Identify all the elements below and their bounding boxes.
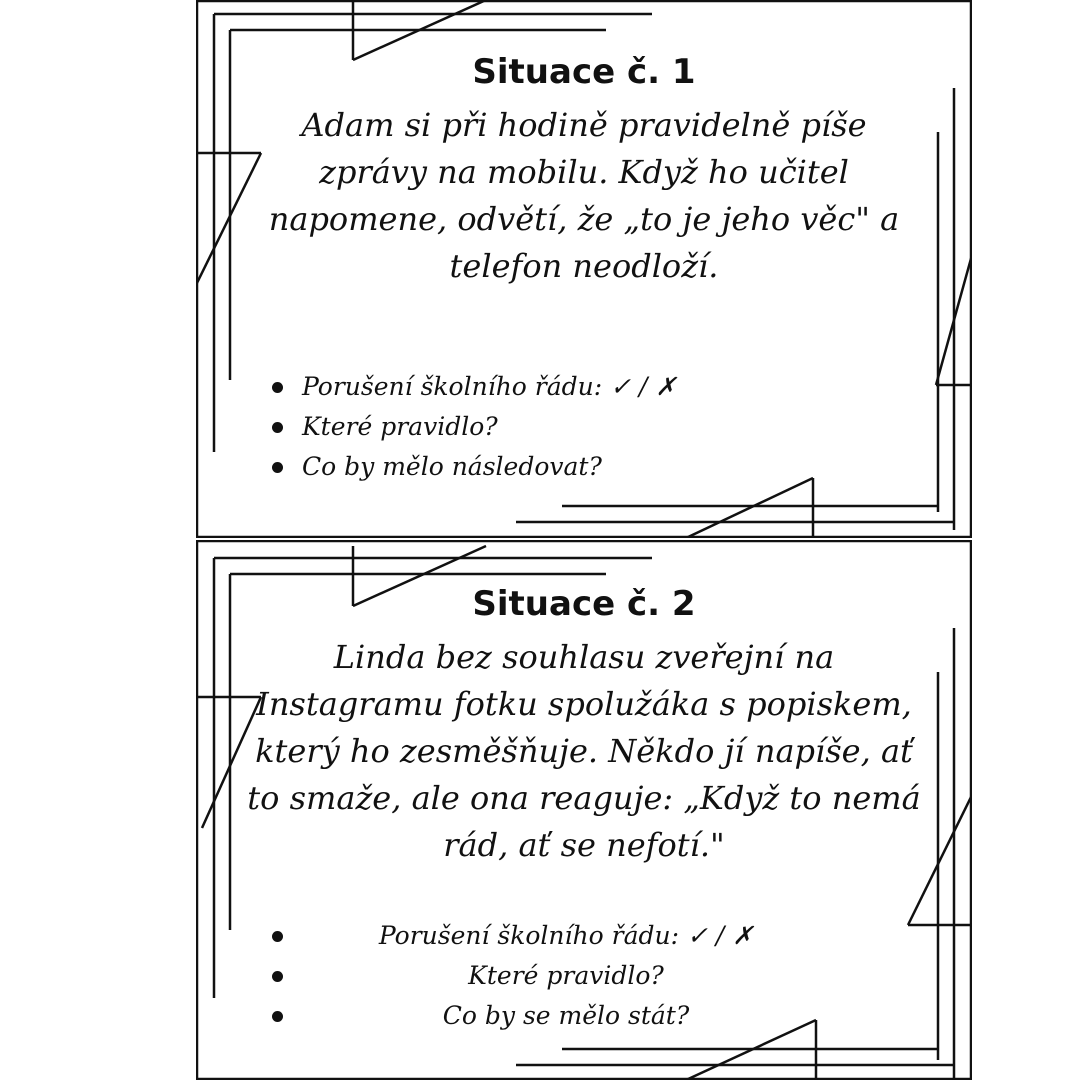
question-text: Co by se mělo stát? — [442, 1001, 690, 1030]
card-title: Situace č. 2 — [472, 584, 696, 624]
situation-text: Linda bez souhlasu zveřejní na Instagramu fotku spolužáka s popiskem, který ho zesměšňuje. Někdo jí napíše, ať to smaže, ale ona reaguje: „Když to nemá rád, ať se nefotí." — [247, 638, 921, 864]
question-text: Co by mělo následovat? — [302, 452, 602, 481]
list-item — [266, 447, 866, 487]
bullet-icon — [272, 462, 283, 473]
card-title: Situace č. 1 — [472, 52, 696, 92]
question-text: Které pravidlo? — [468, 961, 664, 990]
list-item — [266, 956, 906, 996]
question-list — [266, 367, 866, 487]
situation-text: Adam si při hodině pravidelně píše zprávy na mobilu. Když ho učitel napomene, odvětí, že „to je jeho věc" a telefon neodloží. — [268, 106, 900, 285]
bullet-icon — [272, 931, 283, 942]
situation-card-1 — [196, 0, 972, 538]
bullet-icon — [272, 1011, 283, 1022]
bullet-icon — [272, 971, 283, 982]
question-text: Porušení školního řádu: ✓ / ✗ — [378, 921, 754, 950]
list-item — [266, 367, 866, 407]
question-text: Porušení školního řádu: ✓ / ✗ — [302, 372, 677, 401]
question-list — [266, 916, 906, 1036]
bullet-icon — [272, 422, 283, 433]
list-item — [266, 916, 906, 956]
bullet-icon — [272, 382, 283, 393]
situation-card-2 — [196, 540, 972, 1080]
list-item — [266, 996, 906, 1036]
question-text: Které pravidlo? — [302, 412, 498, 441]
list-item — [266, 407, 866, 447]
